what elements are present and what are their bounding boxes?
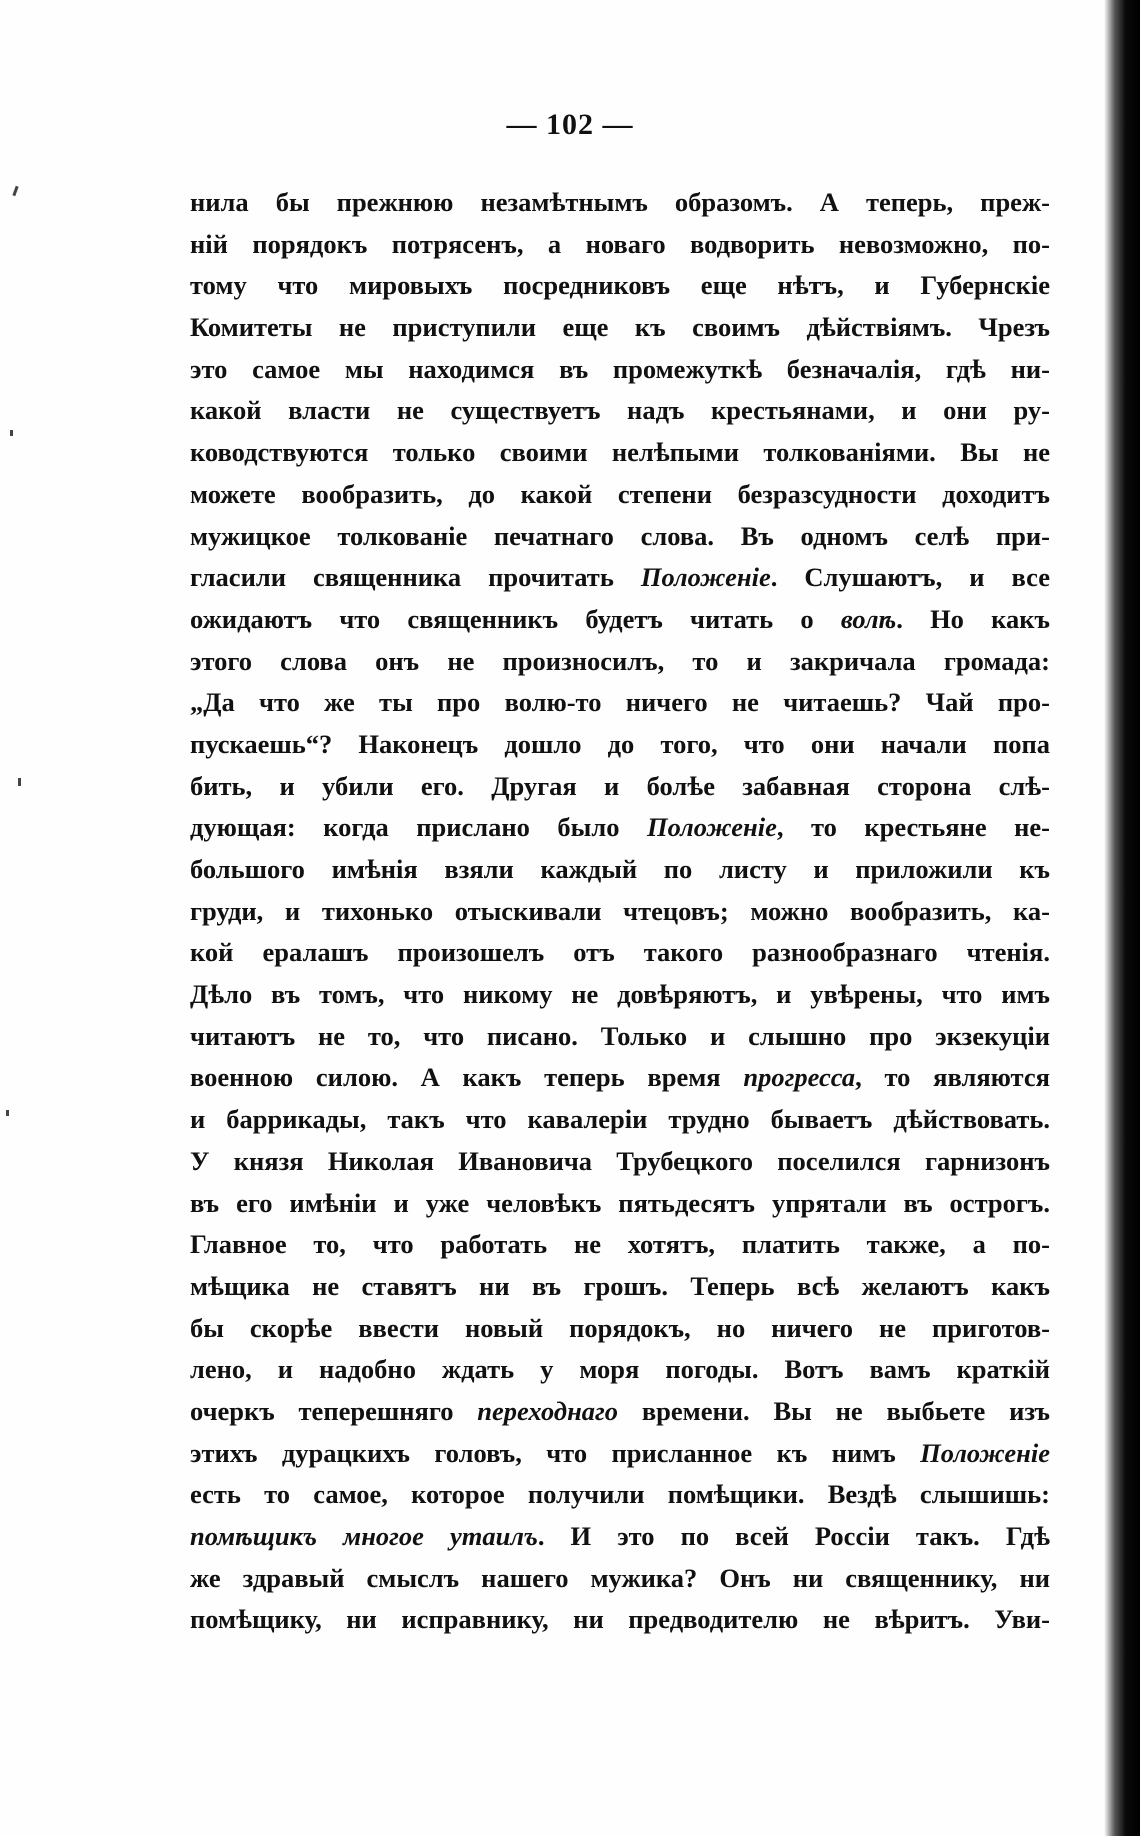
- text-line: [190, 182, 1050, 224]
- text-line: [190, 1016, 1050, 1058]
- text-line: [190, 1308, 1050, 1350]
- text-line: [190, 1474, 1050, 1516]
- text-run: Комитеты не приступили еще къ своимъ дѣйствіямъ. Чрезъ: [190, 312, 1050, 343]
- text-line: [190, 1433, 1050, 1475]
- text-run: читаютъ не то, что писано. Только и слышно про экзекуціи: [190, 1020, 1050, 1051]
- text-line: [190, 390, 1050, 432]
- text-line: [190, 516, 1050, 558]
- page-number: — 102 —: [506, 108, 634, 141]
- text-run: какой власти не существуетъ надъ крестьянами, и они ру-: [190, 395, 1050, 426]
- text-run: это самое мы находимся въ промежуткѣ безначалія, гдѣ ни-: [190, 353, 1050, 384]
- text-line: [190, 1349, 1050, 1391]
- text-run: . Слушаютъ, и все: [770, 562, 1050, 593]
- text-line: [190, 724, 1050, 766]
- text-line: [190, 807, 1050, 849]
- text-line: [190, 1516, 1050, 1558]
- text-run: мужицкое толкованіе печатнаго слова. Въ одномъ селѣ при-: [190, 520, 1050, 551]
- text-line: [190, 224, 1050, 266]
- text-line: [190, 1183, 1050, 1225]
- margin-speck: [10, 430, 13, 436]
- text-line: [190, 1099, 1050, 1141]
- text-line: [190, 1599, 1050, 1641]
- italic-text: прогресса: [743, 1062, 856, 1093]
- text-line: [190, 974, 1050, 1016]
- text-run: пускаешь“? Наконецъ дошло до того, что они начали попа: [190, 728, 1050, 759]
- text-run: военною силою. А какъ теперь время: [190, 1062, 744, 1093]
- text-run: можете вообразить, до какой степени безразсудности доходитъ: [190, 478, 1050, 509]
- text-run: . Но какъ: [896, 603, 1050, 634]
- text-line: [190, 1558, 1050, 1600]
- text-line: [190, 1224, 1050, 1266]
- text-line: [190, 891, 1050, 933]
- text-run: очеркъ теперешняго: [190, 1395, 478, 1426]
- text-line: [190, 1391, 1050, 1433]
- italic-text: Положеніе: [640, 562, 771, 593]
- text-line: [190, 349, 1050, 391]
- text-run: мѣщика не ставятъ ни въ грошъ. Теперь всѣ желаютъ какъ: [190, 1270, 1050, 1301]
- margin-speck: [12, 186, 18, 196]
- text-run: большого имѣнія взяли каждый по листу и приложили къ: [190, 854, 1050, 884]
- text-run: Главное то, что работать не хотятъ, платить также, а по-: [190, 1229, 1050, 1260]
- text-run: помѣщику, ни исправнику, ни предводителю не вѣритъ. Уви-: [190, 1604, 1050, 1635]
- text-run: же здравый смыслъ нашего мужика? Онъ ни священнику, ни: [190, 1562, 1050, 1593]
- text-run: ожидаютъ что священникъ будетъ читать о: [190, 603, 841, 634]
- text-run: кой ералашъ произошелъ отъ такого разнообразнаго чтенія.: [190, 937, 1050, 968]
- text-run: есть то самое, которое получили помѣщики. Вездѣ слышишь:: [190, 1479, 1050, 1510]
- margin-speck: [18, 778, 21, 786]
- italic-text: Положеніе: [646, 812, 777, 843]
- text-run: лено, и надобно ждать у моря погоды. Вотъ вамъ краткій: [190, 1354, 1050, 1385]
- text-line: [190, 932, 1050, 974]
- text-line: [190, 1141, 1050, 1183]
- text-run: ній порядокъ потрясенъ, а новаго водворить невозможно, по-: [190, 228, 1050, 259]
- text-run: въ его имѣніи и уже человѣкъ пятьдесятъ упрятали въ острогъ.: [190, 1187, 1050, 1218]
- text-run: и баррикады, такъ что кавалеріи трудно бываетъ дѣйствовать.: [190, 1104, 1050, 1135]
- text-line: [190, 599, 1050, 641]
- text-run: гласили священника прочитать: [190, 562, 641, 593]
- text-line: [190, 1266, 1050, 1308]
- italic-text: помѣщикъ многое утаилъ: [190, 1521, 538, 1551]
- body-text: [190, 182, 1050, 1641]
- text-run: бить, и убили его. Другая и болѣе забавная сторона слѣ-: [190, 770, 1050, 801]
- text-run: времени. Вы не выбьете изъ: [618, 1395, 1050, 1426]
- text-run: бы скорѣе ввести новый порядокъ, но ничего не приготов-: [190, 1312, 1050, 1343]
- text-line: [190, 557, 1050, 599]
- text-run: дующая: когда прислано было: [190, 812, 647, 843]
- text-line: [190, 265, 1050, 307]
- text-line: [190, 307, 1050, 349]
- text-run: этого слова онъ не произносилъ, то и закричала громада:: [190, 645, 1050, 676]
- text-line: [190, 682, 1050, 724]
- text-line: [190, 432, 1050, 474]
- text-run: „Да что же ты про волю-то ничего не читаешь? Чай про-: [190, 687, 1050, 718]
- text-run: нила бы прежнюю незамѣтнымъ образомъ. А теперь, преж-: [190, 187, 1050, 217]
- text-run: . И это по всей Россіи такъ. Гдѣ: [537, 1521, 1050, 1551]
- text-line: [190, 1057, 1050, 1099]
- text-line: [190, 766, 1050, 808]
- text-run: груди, и тихонько отыскивали чтецовъ; можно вообразить, ка-: [190, 895, 1050, 926]
- italic-text: Положеніе: [920, 1437, 1050, 1468]
- text-run: Дѣло въ томъ, что никому не довѣряютъ, и увѣрены, что имъ: [190, 979, 1050, 1010]
- text-line: [190, 849, 1050, 891]
- italic-text: волѣ: [840, 603, 897, 634]
- margin-speck: [6, 1110, 9, 1116]
- text-run: ководствуются только своими нелѣпыми толкованіями. Вы не: [190, 437, 1050, 468]
- text-run: У князя Николая Ивановича Трубецкого поселился гарнизонъ: [190, 1145, 1050, 1176]
- italic-text: переходнаго: [477, 1395, 619, 1426]
- text-run: тому что мировыхъ посредниковъ еще нѣтъ, и Губернскіе: [190, 270, 1050, 301]
- text-run: , то крестьяне не-: [776, 812, 1050, 843]
- text-run: этихъ дурацкихъ головъ, что присланное къ нимъ: [190, 1437, 921, 1468]
- text-run: , то являются: [855, 1062, 1050, 1093]
- binding-shadow: [1104, 0, 1140, 1836]
- text-line: [190, 474, 1050, 516]
- text-line: [190, 641, 1050, 683]
